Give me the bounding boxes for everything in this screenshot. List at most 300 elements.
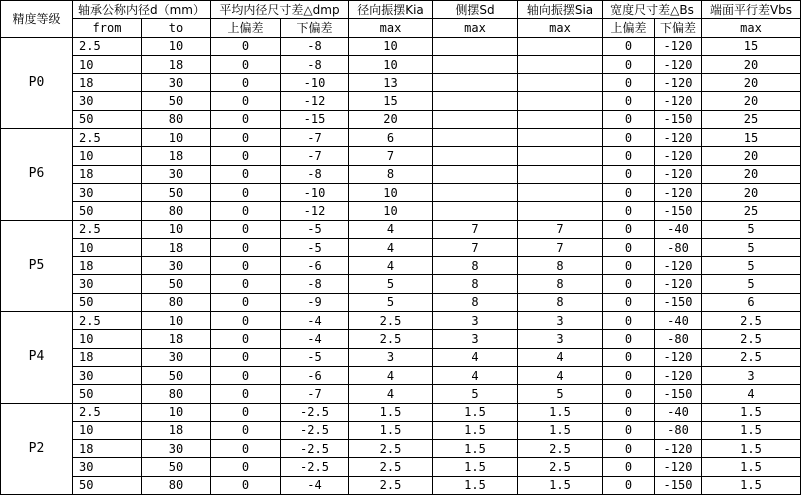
to-cell: 18 <box>142 421 211 439</box>
dmp-upper-cell: 0 <box>211 220 281 238</box>
sd-max-cell: 1.5 <box>433 440 518 458</box>
to-subheader: to <box>142 19 211 37</box>
bs-lower-cell: -120 <box>655 440 702 458</box>
from-subheader: from <box>73 19 142 37</box>
dmp-lower-subheader: 下偏差 <box>281 19 349 37</box>
table-row <box>1 202 801 220</box>
dmp-upper-cell: 0 <box>211 330 281 348</box>
bs-lower-cell: -120 <box>655 458 702 476</box>
table-row <box>1 165 801 183</box>
dmp-header: 平均内径尺寸差△dmp <box>211 1 349 19</box>
table-row <box>1 257 801 275</box>
sia-max-cell <box>518 110 603 128</box>
bs-upper-cell: 0 <box>603 257 655 275</box>
bs-lower-cell: -150 <box>655 110 702 128</box>
bs-upper-cell: 0 <box>603 74 655 92</box>
bs-upper-cell: 0 <box>603 330 655 348</box>
dmp-lower-cell: -15 <box>281 110 349 128</box>
dmp-upper-cell: 0 <box>211 421 281 439</box>
dmp-lower-cell: -5 <box>281 220 349 238</box>
to-cell: 30 <box>142 74 211 92</box>
kia-max-cell: 8 <box>349 165 433 183</box>
sia-max-cell <box>518 74 603 92</box>
sia-max-cell <box>518 92 603 110</box>
bs-upper-cell: 0 <box>603 312 655 330</box>
table-row <box>1 440 801 458</box>
bs-lower-cell: -120 <box>655 55 702 73</box>
to-cell: 18 <box>142 238 211 256</box>
from-cell: 10 <box>73 147 142 165</box>
sia-max-cell: 1.5 <box>518 476 603 494</box>
bs-upper-cell: 0 <box>603 440 655 458</box>
grade-cell: P6 <box>1 129 73 220</box>
bs-upper-cell: 0 <box>603 458 655 476</box>
sia-max-cell <box>518 37 603 55</box>
from-cell: 30 <box>73 275 142 293</box>
table-row <box>1 74 801 92</box>
sia-header: 轴向振摆Sia <box>518 1 603 19</box>
sd-max-cell: 3 <box>433 312 518 330</box>
sd-max-cell <box>433 202 518 220</box>
to-cell: 18 <box>142 330 211 348</box>
kia-max-cell: 7 <box>349 147 433 165</box>
sia-max-cell: 4 <box>518 366 603 384</box>
sia-max-cell: 3 <box>518 330 603 348</box>
bs-upper-cell: 0 <box>603 165 655 183</box>
sd-header: 侧摆Sd <box>433 1 518 19</box>
to-cell: 80 <box>142 202 211 220</box>
vbs-max-cell: 15 <box>702 129 801 147</box>
dmp-upper-cell: 0 <box>211 202 281 220</box>
bs-lower-cell: -120 <box>655 129 702 147</box>
table-row <box>1 366 801 384</box>
sia-max-cell <box>518 202 603 220</box>
kia-max-cell: 4 <box>349 385 433 403</box>
dmp-lower-cell: -7 <box>281 147 349 165</box>
dmp-upper-cell: 0 <box>211 129 281 147</box>
grade-cell: P0 <box>1 37 73 128</box>
vbs-max-cell: 25 <box>702 110 801 128</box>
dmp-upper-cell: 0 <box>211 385 281 403</box>
kia-max-subheader: max <box>349 19 433 37</box>
kia-max-cell: 10 <box>349 55 433 73</box>
bs-upper-cell: 0 <box>603 421 655 439</box>
dmp-lower-cell: -7 <box>281 385 349 403</box>
dmp-lower-cell: -2.5 <box>281 440 349 458</box>
table-row <box>1 458 801 476</box>
from-cell: 50 <box>73 385 142 403</box>
kia-max-cell: 4 <box>349 257 433 275</box>
table-row <box>1 238 801 256</box>
vbs-max-cell: 5 <box>702 238 801 256</box>
bs-upper-cell: 0 <box>603 147 655 165</box>
dmp-upper-cell: 0 <box>211 275 281 293</box>
vbs-max-cell: 2.5 <box>702 348 801 366</box>
to-cell: 30 <box>142 348 211 366</box>
sd-max-cell: 8 <box>433 257 518 275</box>
bs-upper-cell: 0 <box>603 275 655 293</box>
from-cell: 2.5 <box>73 403 142 421</box>
from-cell: 10 <box>73 238 142 256</box>
bs-lower-cell: -120 <box>655 348 702 366</box>
dmp-upper-cell: 0 <box>211 366 281 384</box>
table-row <box>1 385 801 403</box>
dmp-lower-cell: -4 <box>281 476 349 494</box>
dmp-upper-cell: 0 <box>211 74 281 92</box>
header-row <box>1 1 801 19</box>
sd-max-cell: 1.5 <box>433 421 518 439</box>
sia-max-cell <box>518 129 603 147</box>
bs-upper-cell: 0 <box>603 55 655 73</box>
table-row <box>1 129 801 147</box>
dmp-upper-cell: 0 <box>211 458 281 476</box>
to-cell: 80 <box>142 385 211 403</box>
sia-max-cell: 2.5 <box>518 440 603 458</box>
vbs-max-cell: 5 <box>702 220 801 238</box>
table-row <box>1 348 801 366</box>
table-row <box>1 183 801 201</box>
bore-header: 轴承公称内径d（mm） <box>73 1 211 19</box>
vbs-max-cell: 1.5 <box>702 476 801 494</box>
bs-upper-cell: 0 <box>603 110 655 128</box>
from-cell: 30 <box>73 92 142 110</box>
table-row <box>1 275 801 293</box>
sia-max-cell <box>518 55 603 73</box>
sd-max-cell: 4 <box>433 348 518 366</box>
dmp-lower-cell: -12 <box>281 202 349 220</box>
dmp-lower-cell: -8 <box>281 165 349 183</box>
vbs-max-cell: 15 <box>702 37 801 55</box>
dmp-upper-cell: 0 <box>211 403 281 421</box>
sia-max-cell <box>518 183 603 201</box>
dmp-lower-cell: -6 <box>281 366 349 384</box>
vbs-max-subheader: max <box>702 19 801 37</box>
from-cell: 18 <box>73 257 142 275</box>
dmp-lower-cell: -10 <box>281 183 349 201</box>
bs-lower-cell: -120 <box>655 165 702 183</box>
kia-max-cell: 4 <box>349 220 433 238</box>
bs-lower-cell: -120 <box>655 275 702 293</box>
sia-max-cell: 7 <box>518 220 603 238</box>
table-row <box>1 312 801 330</box>
bs-upper-cell: 0 <box>603 202 655 220</box>
sd-max-cell <box>433 110 518 128</box>
sia-max-cell <box>518 165 603 183</box>
bs-lower-cell: -120 <box>655 183 702 201</box>
grade-cell: P4 <box>1 312 73 403</box>
bs-upper-cell: 0 <box>603 220 655 238</box>
dmp-upper-cell: 0 <box>211 92 281 110</box>
bs-upper-cell: 0 <box>603 366 655 384</box>
dmp-lower-cell: -8 <box>281 275 349 293</box>
bs-lower-cell: -40 <box>655 220 702 238</box>
vbs-max-cell: 6 <box>702 293 801 311</box>
to-cell: 18 <box>142 55 211 73</box>
sd-max-cell: 8 <box>433 293 518 311</box>
to-cell: 10 <box>142 312 211 330</box>
sia-max-cell: 1.5 <box>518 421 603 439</box>
from-cell: 18 <box>73 165 142 183</box>
bs-lower-cell: -150 <box>655 476 702 494</box>
dmp-upper-cell: 0 <box>211 257 281 275</box>
from-cell: 50 <box>73 293 142 311</box>
bs-lower-cell: -120 <box>655 366 702 384</box>
dmp-upper-cell: 0 <box>211 476 281 494</box>
table-row <box>1 403 801 421</box>
sd-max-cell: 1.5 <box>433 403 518 421</box>
vbs-max-cell: 2.5 <box>702 330 801 348</box>
to-cell: 30 <box>142 165 211 183</box>
dmp-upper-cell: 0 <box>211 183 281 201</box>
dmp-upper-cell: 0 <box>211 238 281 256</box>
to-cell: 50 <box>142 92 211 110</box>
table-row <box>1 92 801 110</box>
bs-lower-cell: -40 <box>655 312 702 330</box>
bs-lower-cell: -120 <box>655 147 702 165</box>
sd-max-cell: 1.5 <box>433 476 518 494</box>
from-cell: 18 <box>73 74 142 92</box>
dmp-upper-cell: 0 <box>211 165 281 183</box>
vbs-max-cell: 2.5 <box>702 312 801 330</box>
sd-max-cell <box>433 92 518 110</box>
kia-max-cell: 20 <box>349 110 433 128</box>
vbs-header: 端面平行差Vbs <box>702 1 801 19</box>
dmp-lower-cell: -8 <box>281 55 349 73</box>
from-cell: 50 <box>73 110 142 128</box>
from-cell: 10 <box>73 330 142 348</box>
vbs-max-cell: 20 <box>702 55 801 73</box>
dmp-upper-subheader: 上偏差 <box>211 19 281 37</box>
vbs-max-cell: 5 <box>702 257 801 275</box>
grade-header: 精度等级 <box>1 1 73 38</box>
bs-upper-cell: 0 <box>603 476 655 494</box>
kia-max-cell: 2.5 <box>349 330 433 348</box>
bs-upper-cell: 0 <box>603 403 655 421</box>
sd-max-cell: 5 <box>433 385 518 403</box>
bs-lower-subheader: 下偏差 <box>655 19 702 37</box>
bs-upper-cell: 0 <box>603 238 655 256</box>
vbs-max-cell: 5 <box>702 275 801 293</box>
table-body <box>1 1 801 495</box>
sd-max-cell <box>433 74 518 92</box>
bs-lower-cell: -120 <box>655 92 702 110</box>
kia-max-cell: 1.5 <box>349 403 433 421</box>
sia-max-subheader: max <box>518 19 603 37</box>
bs-lower-cell: -120 <box>655 74 702 92</box>
bs-lower-cell: -120 <box>655 37 702 55</box>
sd-max-cell: 4 <box>433 366 518 384</box>
from-cell: 2.5 <box>73 312 142 330</box>
vbs-max-cell: 20 <box>702 183 801 201</box>
sd-max-cell: 1.5 <box>433 458 518 476</box>
table-row <box>1 37 801 55</box>
to-cell: 10 <box>142 220 211 238</box>
to-cell: 30 <box>142 257 211 275</box>
to-cell: 50 <box>142 183 211 201</box>
bs-upper-cell: 0 <box>603 348 655 366</box>
to-cell: 80 <box>142 476 211 494</box>
kia-max-cell: 3 <box>349 348 433 366</box>
bs-lower-cell: -150 <box>655 202 702 220</box>
from-cell: 18 <box>73 440 142 458</box>
dmp-lower-cell: -8 <box>281 37 349 55</box>
bs-lower-cell: -120 <box>655 257 702 275</box>
dmp-lower-cell: -9 <box>281 293 349 311</box>
vbs-max-cell: 20 <box>702 92 801 110</box>
dmp-lower-cell: -6 <box>281 257 349 275</box>
bs-upper-subheader: 上偏差 <box>603 19 655 37</box>
sd-max-cell: 7 <box>433 220 518 238</box>
vbs-max-cell: 4 <box>702 385 801 403</box>
bs-upper-cell: 0 <box>603 293 655 311</box>
from-cell: 2.5 <box>73 37 142 55</box>
bs-upper-cell: 0 <box>603 92 655 110</box>
to-cell: 10 <box>142 129 211 147</box>
vbs-max-cell: 1.5 <box>702 421 801 439</box>
vbs-max-cell: 3 <box>702 366 801 384</box>
to-cell: 10 <box>142 403 211 421</box>
from-cell: 2.5 <box>73 220 142 238</box>
sia-max-cell: 5 <box>518 385 603 403</box>
grade-cell: P2 <box>1 403 73 494</box>
bs-lower-cell: -80 <box>655 330 702 348</box>
dmp-lower-cell: -12 <box>281 92 349 110</box>
vbs-max-cell: 1.5 <box>702 403 801 421</box>
from-cell: 50 <box>73 202 142 220</box>
kia-max-cell: 2.5 <box>349 440 433 458</box>
sd-max-cell <box>433 55 518 73</box>
dmp-lower-cell: -2.5 <box>281 403 349 421</box>
sia-max-cell: 2.5 <box>518 458 603 476</box>
sia-max-cell: 1.5 <box>518 403 603 421</box>
dmp-upper-cell: 0 <box>211 37 281 55</box>
table-row <box>1 476 801 494</box>
to-cell: 30 <box>142 440 211 458</box>
dmp-upper-cell: 0 <box>211 110 281 128</box>
kia-max-cell: 15 <box>349 92 433 110</box>
vbs-max-cell: 25 <box>702 202 801 220</box>
vbs-max-cell: 20 <box>702 147 801 165</box>
to-cell: 50 <box>142 458 211 476</box>
kia-max-cell: 5 <box>349 275 433 293</box>
from-cell: 10 <box>73 55 142 73</box>
table-row <box>1 55 801 73</box>
kia-max-cell: 4 <box>349 238 433 256</box>
from-cell: 50 <box>73 476 142 494</box>
kia-max-cell: 2.5 <box>349 458 433 476</box>
vbs-max-cell: 20 <box>702 74 801 92</box>
table-row <box>1 330 801 348</box>
kia-max-cell: 1.5 <box>349 421 433 439</box>
from-cell: 30 <box>73 183 142 201</box>
kia-max-cell: 10 <box>349 202 433 220</box>
sia-max-cell: 8 <box>518 293 603 311</box>
dmp-lower-cell: -5 <box>281 348 349 366</box>
vbs-max-cell: 1.5 <box>702 458 801 476</box>
table-row <box>1 220 801 238</box>
sia-max-cell: 7 <box>518 238 603 256</box>
sd-max-cell: 3 <box>433 330 518 348</box>
sia-max-cell: 8 <box>518 275 603 293</box>
from-cell: 2.5 <box>73 129 142 147</box>
bs-upper-cell: 0 <box>603 129 655 147</box>
vbs-max-cell: 1.5 <box>702 440 801 458</box>
sia-max-cell <box>518 147 603 165</box>
dmp-upper-cell: 0 <box>211 312 281 330</box>
kia-max-cell: 5 <box>349 293 433 311</box>
kia-max-cell: 6 <box>349 129 433 147</box>
sd-max-cell: 8 <box>433 275 518 293</box>
table-row <box>1 147 801 165</box>
from-cell: 30 <box>73 366 142 384</box>
bs-lower-cell: -80 <box>655 421 702 439</box>
to-cell: 10 <box>142 37 211 55</box>
kia-max-cell: 10 <box>349 37 433 55</box>
sd-max-cell <box>433 129 518 147</box>
sd-max-cell: 7 <box>433 238 518 256</box>
kia-max-cell: 4 <box>349 366 433 384</box>
dmp-upper-cell: 0 <box>211 55 281 73</box>
sd-max-cell <box>433 165 518 183</box>
dmp-lower-cell: -5 <box>281 238 349 256</box>
dmp-lower-cell: -4 <box>281 312 349 330</box>
sia-max-cell: 4 <box>518 348 603 366</box>
to-cell: 50 <box>142 366 211 384</box>
grade-cell: P5 <box>1 220 73 311</box>
from-cell: 30 <box>73 458 142 476</box>
kia-max-cell: 13 <box>349 74 433 92</box>
sia-max-cell: 8 <box>518 257 603 275</box>
dmp-upper-cell: 0 <box>211 293 281 311</box>
bs-lower-cell: -150 <box>655 385 702 403</box>
dmp-upper-cell: 0 <box>211 440 281 458</box>
to-cell: 50 <box>142 275 211 293</box>
dmp-lower-cell: -2.5 <box>281 421 349 439</box>
dmp-upper-cell: 0 <box>211 147 281 165</box>
dmp-lower-cell: -7 <box>281 129 349 147</box>
kia-header: 径向振摆Kia <box>349 1 433 19</box>
kia-max-cell: 2.5 <box>349 312 433 330</box>
bs-lower-cell: -40 <box>655 403 702 421</box>
sd-max-subheader: max <box>433 19 518 37</box>
bs-lower-cell: -150 <box>655 293 702 311</box>
from-cell: 10 <box>73 421 142 439</box>
table-row <box>1 293 801 311</box>
sia-max-cell: 3 <box>518 312 603 330</box>
kia-max-cell: 2.5 <box>349 476 433 494</box>
vbs-max-cell: 20 <box>702 165 801 183</box>
bs-upper-cell: 0 <box>603 183 655 201</box>
dmp-lower-cell: -2.5 <box>281 458 349 476</box>
from-cell: 18 <box>73 348 142 366</box>
to-cell: 80 <box>142 293 211 311</box>
bs-upper-cell: 0 <box>603 37 655 55</box>
subheader-row <box>1 19 801 37</box>
table-row <box>1 110 801 128</box>
sd-max-cell <box>433 37 518 55</box>
dmp-lower-cell: -10 <box>281 74 349 92</box>
dmp-upper-cell: 0 <box>211 348 281 366</box>
table-row <box>1 421 801 439</box>
dmp-lower-cell: -4 <box>281 330 349 348</box>
bs-lower-cell: -80 <box>655 238 702 256</box>
bs-header: 宽度尺寸差△Bs <box>603 1 702 19</box>
to-cell: 80 <box>142 110 211 128</box>
bs-upper-cell: 0 <box>603 385 655 403</box>
kia-max-cell: 10 <box>349 183 433 201</box>
sd-max-cell <box>433 183 518 201</box>
sd-max-cell <box>433 147 518 165</box>
